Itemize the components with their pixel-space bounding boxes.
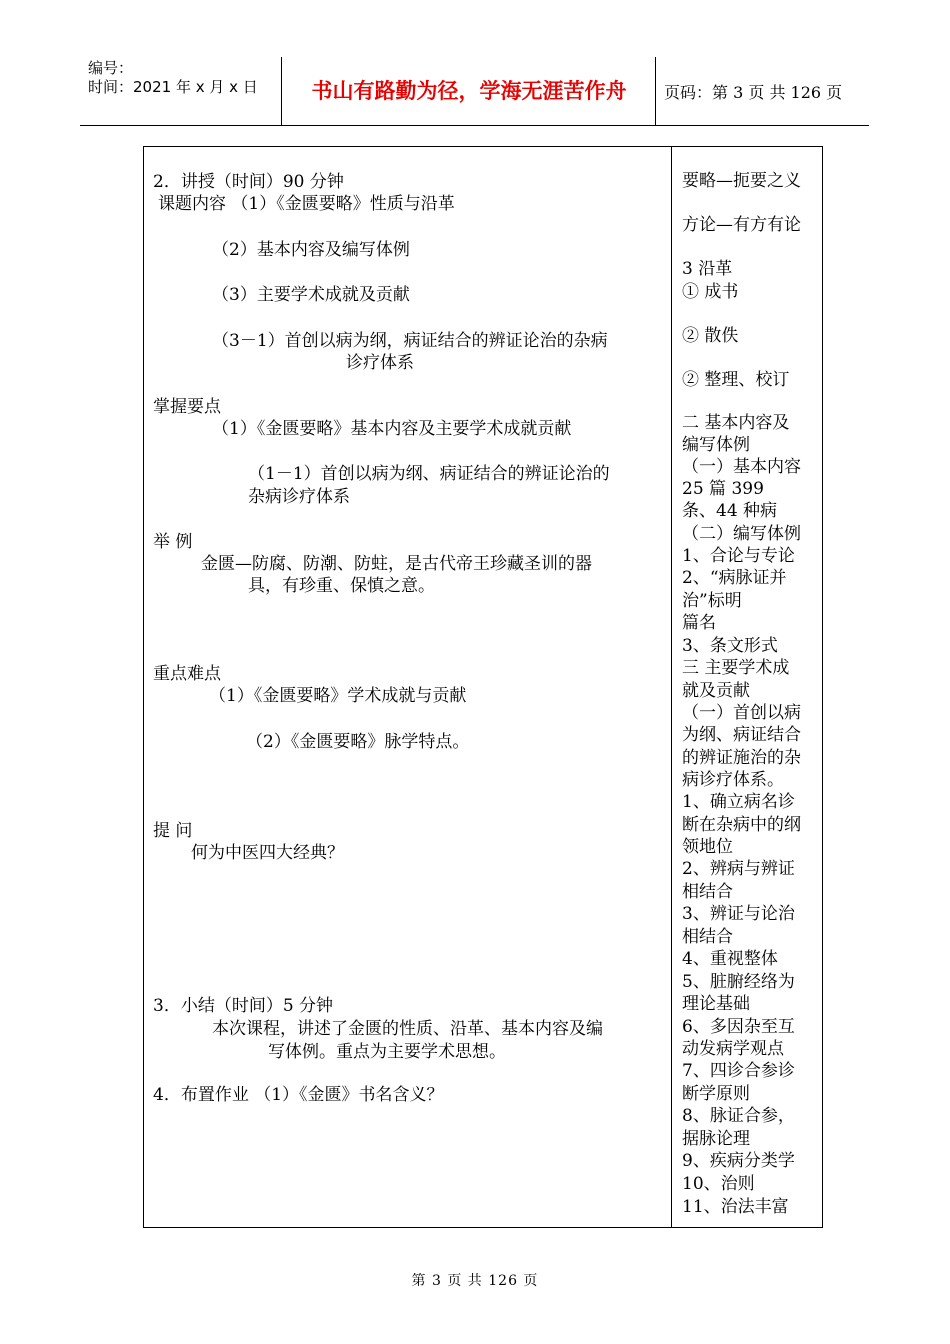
side-note: （一）首创以病 [682,703,801,723]
header-divider [655,57,656,125]
side-note: 2、“病脉证并 [682,568,787,588]
key-point: （1）《金匮要略》学术成就与贡献 [209,686,467,706]
side-note: 1、确立病名诊 [682,792,795,812]
side-note: 断在杂病中的纲 [682,815,801,835]
key-point: （1－1）首创以病为纲、病证结合的辨证论治的 [248,464,610,484]
side-note: 条、44 种病 [682,501,778,521]
side-note: 病诊疗体系。 [682,770,784,790]
homework-line: 4．布置作业 （1）《金匮》书名含义？ [153,1085,444,1105]
side-note: 1、合论与专论 [682,546,795,566]
side-note: 断学原则 [682,1084,750,1104]
side-note: 25 篇 399 [682,479,764,499]
section-heading: 重点难点 [153,664,221,684]
side-note: 方论—有方有论 [682,215,801,235]
side-note: 4、重视整体 [682,949,778,969]
topic-line: （2）基本内容及编写体例 [212,240,410,260]
section-heading: 举 例 [153,532,193,552]
side-note: 5、脏腑经络为 [682,972,795,992]
number-label: 编号： [88,59,134,77]
side-note: 领地位 [682,837,733,857]
date-line: 时间：2021 年 x 月 x 日 [88,78,258,96]
side-note: 10、治则 [682,1174,755,1194]
topic-line: （3－1）首创以病为纲，病证结合的辨证论治的杂病 [212,331,608,351]
side-note: 6、多因杂至互 [682,1017,795,1037]
topic-line: 诊疗体系 [346,353,414,373]
summary-text: 本次课程，讲述了金匮的性质、沿革、基本内容及编 [212,1019,603,1039]
lecture-heading: 2．讲授（时间）90 分钟 [153,172,344,192]
side-note: 三 主要学术成 [682,658,790,678]
section-heading: 掌握要点 [153,397,221,417]
column-divider [671,147,672,1227]
side-note: ② 整理、校订 [682,370,790,390]
side-note: 9、疾病分类学 [682,1151,795,1171]
topic-line: （3）主要学术成就及贡献 [212,285,410,305]
side-note: 二 基本内容及 [682,413,790,433]
side-note: 3 沿革 [682,259,733,279]
side-note: （二）编写体例 [682,524,801,544]
summary-text: 写体例。重点为主要学术思想。 [268,1042,506,1062]
side-note: 相结合 [682,882,733,902]
side-note: 11、治法丰富 [682,1197,789,1217]
key-point: （2）《金匮要略》脉学特点。 [246,732,470,752]
key-point: （1）《金匮要略》基本内容及主要学术成就贡献 [212,419,572,439]
example-text: 金匮—防腐、防潮、防蛀，是古代帝王珍藏圣训的器 [201,554,592,574]
side-note: 8、脉证合参， [682,1106,795,1126]
header-motto: 书山有路勤为径，学海无涯苦作舟 [311,79,627,103]
header-page-info: 页码：第 3 页 共 126 页 [664,83,843,102]
side-note: 动发病学观点 [682,1039,784,1059]
header-meta [88,59,258,97]
side-note: 的辨证施治的杂 [682,748,801,768]
side-note: ② 散佚 [682,326,739,346]
side-note: 治”标明 [682,591,742,611]
page-footer: 第 3 页 共 126 页 [411,1273,539,1289]
example-text: 具，有珍重、保慎之意。 [248,576,435,596]
page-header [80,57,869,126]
side-note: 要略—扼要之义 [682,171,801,191]
side-note: 篇名 [682,613,716,633]
header-divider [281,57,282,125]
side-note: 3、条文形式 [682,636,778,656]
side-note: 2、辨病与辨证 [682,859,795,879]
side-note: ① 成书 [682,282,739,302]
side-note: 理论基础 [682,994,750,1014]
key-point: 杂病诊疗体系 [248,487,350,507]
side-note: 7、四诊合参诊 [682,1061,795,1081]
side-note: 编写体例 [682,435,750,455]
side-note: 3、辨证与论治 [682,904,795,924]
question-text: 何为中医四大经典？ [191,843,344,863]
section-heading: 提 问 [153,821,193,841]
summary-heading: 3．小结（时间）5 分钟 [153,996,334,1016]
side-note: 相结合 [682,927,733,947]
side-note: （一）基本内容 [682,457,801,477]
side-note: 据脉论理 [682,1129,750,1149]
topic-line: 课题内容 （1）《金匮要略》性质与沿革 [158,194,455,214]
side-note: 为纲、病证结合 [682,725,801,745]
side-note: 就及贡献 [682,681,750,701]
